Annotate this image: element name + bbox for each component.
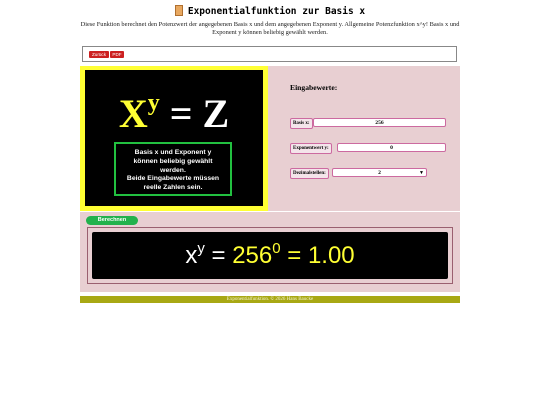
input-panel bbox=[268, 66, 460, 211]
info-note-line: können beliebig gewählt bbox=[133, 157, 213, 165]
calculate-button[interactable]: Berechnen bbox=[86, 216, 138, 225]
pdf-button[interactable]: PDF bbox=[110, 51, 124, 58]
formula bbox=[85, 92, 263, 136]
result-exp-letter: y bbox=[197, 240, 205, 257]
result-base-value: 256 bbox=[232, 242, 273, 269]
exponent-label: Exponentwert y: bbox=[290, 143, 332, 154]
input-heading: Eingabewerte: bbox=[290, 83, 338, 92]
decimals-select[interactable] bbox=[332, 168, 427, 177]
back-button[interactable]: Zurück bbox=[89, 51, 109, 58]
decimals-row bbox=[290, 168, 448, 178]
info-note bbox=[114, 142, 232, 196]
exponent-row bbox=[290, 143, 448, 153]
info-panel bbox=[80, 66, 268, 211]
info-note-line: Beide Eingabewerte müssen bbox=[126, 175, 220, 183]
formula-display bbox=[85, 70, 263, 206]
formula-result: = Z bbox=[159, 91, 230, 136]
decimals-selected-value: 2 bbox=[378, 170, 381, 176]
footer: Exponentialfunktion. © 2026 Hans Baucke bbox=[80, 296, 460, 303]
result-text bbox=[92, 232, 448, 279]
page-title bbox=[0, 4, 540, 20]
result-eq: = bbox=[204, 242, 233, 269]
formula-exponent: y bbox=[147, 90, 160, 116]
basis-input[interactable]: 256 bbox=[313, 118, 446, 127]
result-value: = 1.00 bbox=[280, 242, 355, 269]
info-note-line: werden. bbox=[160, 166, 186, 174]
info-note-line: reelle Zahlen sein. bbox=[143, 184, 203, 192]
basis-row bbox=[290, 118, 448, 128]
nav-bar bbox=[82, 46, 457, 62]
basis-label: Basis x: bbox=[290, 118, 313, 129]
formula-base: X bbox=[118, 91, 148, 136]
result-exp-value: 0 bbox=[272, 240, 281, 257]
result-display bbox=[92, 232, 448, 279]
result-base-letter: x bbox=[185, 242, 198, 269]
result-frame bbox=[87, 227, 453, 284]
page-description: Diese Funktion berechnet den Potenzwert der angegebenen Basis x und dem angegebenen Exponent y. Allgemeine Potenzfunktion x^y! Basis x und Exponent y können beliebig gewählt werden. bbox=[80, 21, 460, 36]
chevron-down-icon: ▼ bbox=[419, 171, 424, 176]
calculator-icon bbox=[175, 5, 183, 16]
exponent-input[interactable]: 0 bbox=[337, 143, 446, 152]
page-title-text: Exponentialfunktion zur Basis x bbox=[187, 6, 366, 17]
decimals-label: Dezimalstellen: bbox=[290, 168, 329, 179]
result-panel bbox=[80, 212, 460, 292]
info-note-line: Basis x und Exponent y bbox=[134, 149, 212, 156]
